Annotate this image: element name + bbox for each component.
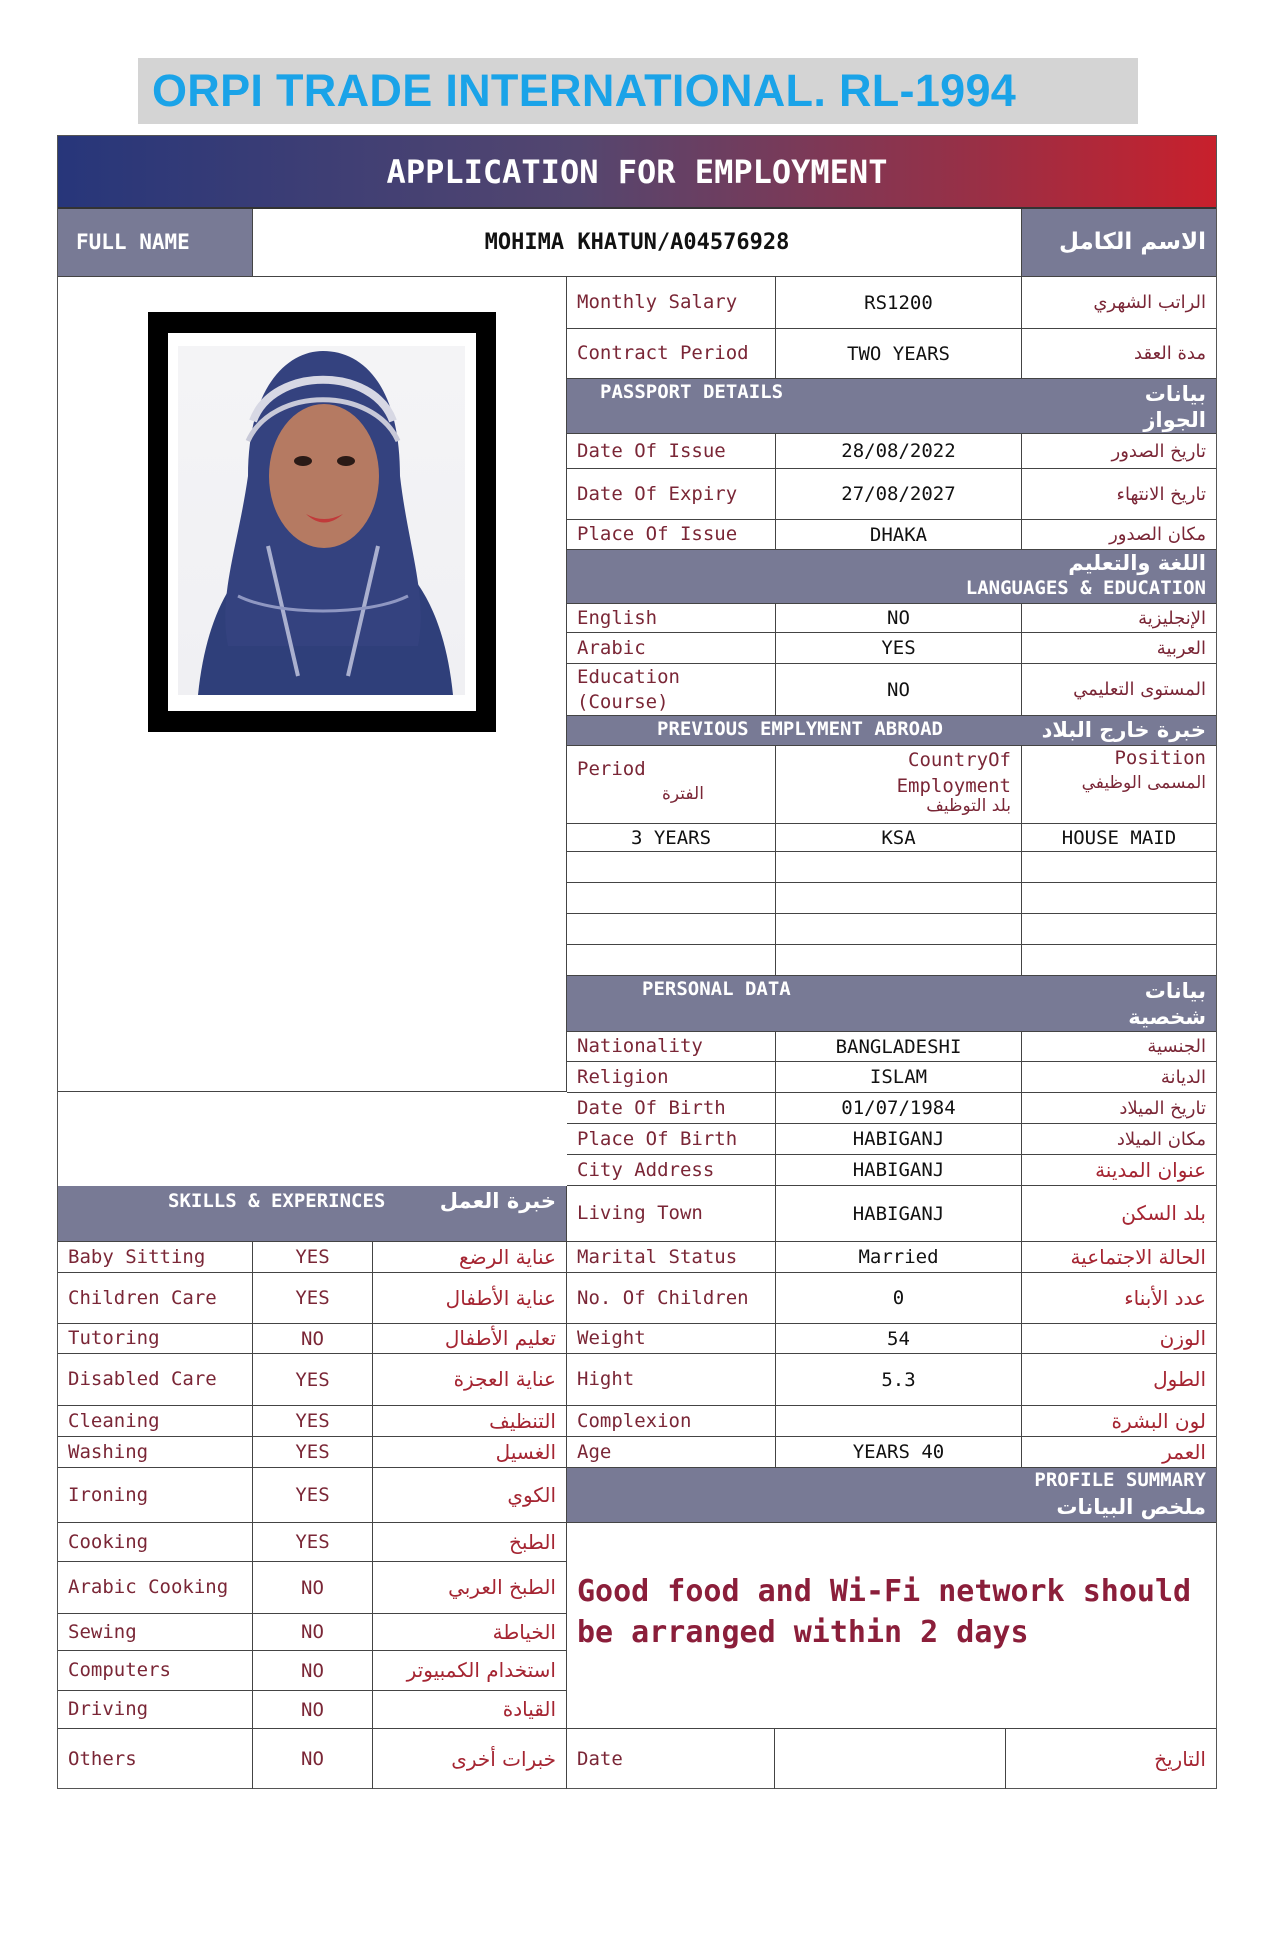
skill-washing-label: Washing — [58, 1437, 253, 1468]
arabic-label-ar: العربية — [1022, 633, 1216, 664]
contract-period-value: TWO YEARS — [776, 329, 1022, 379]
skill-baby-sitting-label-ar: عناية الرضع — [373, 1242, 567, 1273]
skill-cleaning-label-ar: التنظيف — [373, 1406, 567, 1437]
skill-cleaning-label: Cleaning — [58, 1406, 253, 1437]
monthly-salary-label: Monthly Salary — [567, 277, 776, 329]
date-label: Date — [567, 1729, 775, 1789]
complexion-value — [776, 1406, 1022, 1437]
emp-row-2-position — [1022, 852, 1216, 883]
emp-row-3-position — [1022, 883, 1216, 914]
emp-row-5-period — [567, 945, 776, 976]
languages-header-title: LANGUAGES & EDUCATION — [965, 577, 1206, 599]
emp-row-4-position — [1022, 914, 1216, 945]
nationality-label: Nationality — [567, 1032, 776, 1062]
profile-summary-box — [567, 1523, 1216, 1729]
skill-children-care-label: Children Care — [58, 1273, 253, 1324]
emp-row-2-period — [567, 852, 776, 883]
education-label: Education (Course) — [567, 664, 776, 716]
col-country-label-ar: بلد التوظيف — [926, 796, 1011, 816]
living-town-label: Living Town — [567, 1186, 776, 1242]
date-of-birth-value: 01/07/1984 — [776, 1093, 1022, 1124]
full-name-label: FULL NAME — [58, 209, 253, 277]
english-value: NO — [776, 604, 1022, 633]
skill-driving-label-ar: القيادة — [373, 1691, 567, 1729]
living-town-value: HABIGANJ — [776, 1186, 1022, 1242]
emp-row-4-country — [776, 914, 1022, 945]
skill-arabic-cooking-value: NO — [253, 1562, 373, 1614]
emp-row-2-country — [776, 852, 1022, 883]
date-of-birth-label-ar: تاريخ الميلاد — [1022, 1093, 1216, 1124]
skill-children-care-label-ar: عناية الأطفال — [373, 1273, 567, 1324]
skill-computers-label-ar: استخدام الكمبيوتر — [373, 1651, 567, 1691]
skill-driving-value: NO — [253, 1691, 373, 1729]
emp-row-1-period: 3 YEARS — [567, 824, 776, 852]
skill-computers-label: Computers — [58, 1651, 253, 1691]
education-value: NO — [776, 664, 1022, 716]
skill-cooking-label: Cooking — [58, 1523, 253, 1562]
skill-cooking-value: YES — [253, 1523, 373, 1562]
photo-area — [58, 277, 567, 1092]
skill-others-value: NO — [253, 1729, 373, 1789]
skill-baby-sitting-value: YES — [253, 1242, 373, 1273]
age-label: Age — [567, 1437, 776, 1468]
date-of-birth-label: Date Of Birth — [567, 1093, 776, 1124]
languages-header-title-ar: اللغة والتعليم — [1068, 551, 1206, 575]
emp-row-4-period — [567, 914, 776, 945]
passport-header-title-ar: بيانات الجواز — [1143, 382, 1206, 432]
emp-row-1-country: KSA — [776, 824, 1022, 852]
date-of-expiry-label: Date Of Expiry — [567, 469, 776, 520]
skill-disabled-care-value: YES — [253, 1354, 373, 1406]
col-country-label: CountryOf Employment — [896, 749, 1011, 797]
emp-row-5-country — [776, 945, 1022, 976]
arabic-label: Arabic — [567, 633, 776, 664]
skill-tutoring-label-ar: تعليم الأطفال — [373, 1324, 567, 1354]
city-address-value: HABIGANJ — [776, 1155, 1022, 1186]
date-of-issue-label-ar: تاريخ الصدور — [1022, 434, 1216, 469]
contract-period-label-ar: مدة العقد — [1022, 329, 1216, 379]
col-position-label: Position — [1114, 747, 1206, 769]
place-of-issue-label-ar: مكان الصدور — [1022, 520, 1216, 550]
employment-header — [567, 716, 1216, 746]
col-position-header — [1022, 746, 1216, 824]
employment-header-title-ar: خبرة خارج البلاد — [1041, 718, 1206, 742]
contract-period-label: Contract Period — [567, 329, 776, 379]
col-period-header — [567, 746, 776, 824]
skill-cooking-label-ar: الطبخ — [373, 1523, 567, 1562]
skill-tutoring-value: NO — [253, 1324, 373, 1354]
skill-baby-sitting-label: Baby Sitting — [58, 1242, 253, 1273]
date-label-ar: التاريخ — [1154, 1746, 1206, 1771]
passport-header — [567, 379, 1216, 434]
children-count-value: 0 — [776, 1273, 1022, 1324]
skill-arabic-cooking-label: Arabic Cooking — [58, 1562, 253, 1614]
religion-value: ISLAM — [776, 1062, 1022, 1093]
skill-disabled-care-label: Disabled Care — [58, 1354, 253, 1406]
education-label-ar: المستوى التعليمي — [1022, 664, 1216, 716]
profile-header — [567, 1468, 1216, 1523]
application-form — [57, 135, 1217, 1789]
place-of-birth-label-ar: مكان الميلاد — [1022, 1124, 1216, 1155]
company-title: ORPI TRADE INTERNATIONAL. RL-1994 — [138, 58, 1138, 124]
emp-row-5-position — [1022, 945, 1216, 976]
skill-sewing-label: Sewing — [58, 1614, 253, 1651]
religion-label: Religion — [567, 1062, 776, 1093]
nationality-label-ar: الجنسية — [1022, 1032, 1216, 1062]
col-country-header — [776, 746, 1022, 824]
skill-tutoring-label: Tutoring — [58, 1324, 253, 1354]
skill-children-care-value: YES — [253, 1273, 373, 1324]
age-label-ar: العمر — [1022, 1437, 1216, 1468]
skill-washing-value: YES — [253, 1437, 373, 1468]
skill-others-label: Others — [58, 1729, 253, 1789]
skill-ironing-label: Ironing — [58, 1468, 253, 1523]
weight-label: Weight — [567, 1324, 776, 1354]
form-title-banner: APPLICATION FOR EMPLOYMENT — [58, 136, 1216, 209]
profile-header-title-ar: ملخص البيانات — [1056, 1495, 1206, 1519]
date-of-expiry-label-ar: تاريخ الانتهاء — [1022, 469, 1216, 520]
col-period-label: Period — [577, 758, 646, 780]
full-name-label-ar: الاسم الكامل — [1022, 209, 1216, 277]
col-position-label-ar: المسمى الوظيفي — [1081, 773, 1206, 793]
personal-header-title: PERSONAL DATA — [642, 978, 791, 1000]
complexion-label-ar: لون البشرة — [1022, 1406, 1216, 1437]
city-address-label: City Address — [567, 1155, 776, 1186]
nationality-value: BANGLADESHI — [776, 1032, 1022, 1062]
religion-label-ar: الديانة — [1022, 1062, 1216, 1093]
skills-header — [58, 1186, 567, 1242]
emp-row-3-period — [567, 883, 776, 914]
place-of-birth-value: HABIGANJ — [776, 1124, 1022, 1155]
date-of-expiry-value: 27/08/2027 — [776, 469, 1022, 520]
full-name-value: MOHIMA KHATUN/A04576928 — [253, 209, 1022, 277]
children-count-label: No. Of Children — [567, 1273, 776, 1324]
skill-ironing-label-ar: الكوي — [373, 1468, 567, 1523]
emp-row-1-position: HOUSE MAID — [1022, 824, 1216, 852]
weight-label-ar: الوزن — [1022, 1324, 1216, 1354]
skills-header-title-ar: خبرة العمل — [439, 1189, 556, 1213]
col-period-label-ar: الفترة — [662, 784, 704, 804]
height-label-ar: الطول — [1022, 1354, 1216, 1406]
complexion-label: Complexion — [567, 1406, 776, 1437]
personal-header — [567, 976, 1216, 1032]
monthly-salary-label-ar: الراتب الشهري — [1022, 277, 1216, 329]
monthly-salary-value: RS1200 — [776, 277, 1022, 329]
english-label-ar: الإنجليزية — [1022, 604, 1216, 633]
height-label: Hight — [567, 1354, 776, 1406]
place-of-issue-value: DHAKA — [776, 520, 1022, 550]
marital-status-value: Married — [776, 1242, 1022, 1273]
passport-header-title: PASSPORT DETAILS — [600, 381, 784, 403]
employment-header-title: PREVIOUS EMPLYMENT ABROAD — [657, 718, 943, 740]
marital-status-label-ar: الحالة الاجتماعية — [1022, 1242, 1216, 1273]
skill-sewing-value: NO — [253, 1614, 373, 1651]
weight-value: 54 — [776, 1324, 1022, 1354]
age-value: YEARS 40 — [776, 1437, 1022, 1468]
personal-header-title-ar: بيانات شخصية — [1128, 979, 1206, 1029]
skill-ironing-value: YES — [253, 1468, 373, 1523]
living-town-label-ar: بلد السكن — [1022, 1186, 1216, 1242]
skill-arabic-cooking-label-ar: الطبخ العربي — [373, 1562, 567, 1614]
marital-status-label: Marital Status — [567, 1242, 776, 1273]
emp-row-3-country — [776, 883, 1022, 914]
city-address-label-ar: عنوان المدينة — [1022, 1155, 1216, 1186]
languages-header — [567, 550, 1216, 604]
skill-washing-label-ar: الغسيل — [373, 1437, 567, 1468]
date-value[interactable] — [775, 1729, 1006, 1789]
skill-cleaning-value: YES — [253, 1406, 373, 1437]
children-count-label-ar: عدد الأبناء — [1022, 1273, 1216, 1324]
skill-sewing-label-ar: الخياطة — [373, 1614, 567, 1651]
english-label: English — [567, 604, 776, 633]
skill-others-label-ar: خبرات أخرى — [373, 1729, 567, 1789]
date-of-issue-label: Date Of Issue — [567, 434, 776, 469]
profile-summary-text: Good food and Wi-Fi network should be arranged within 2 days — [577, 1574, 1192, 1650]
date-of-issue-value: 28/08/2022 — [776, 434, 1022, 469]
arabic-value: YES — [776, 633, 1022, 664]
height-value: 5.3 — [776, 1354, 1022, 1406]
skill-disabled-care-label-ar: عناية العجزة — [373, 1354, 567, 1406]
skill-computers-value: NO — [253, 1651, 373, 1691]
place-of-issue-label: Place Of Issue — [567, 520, 776, 550]
skill-driving-label: Driving — [58, 1691, 253, 1729]
place-of-birth-label: Place Of Birth — [567, 1124, 776, 1155]
skills-header-title: SKILLS & EXPERINCES — [168, 1190, 386, 1212]
profile-header-title: PROFILE SUMMARY — [1034, 1469, 1206, 1491]
